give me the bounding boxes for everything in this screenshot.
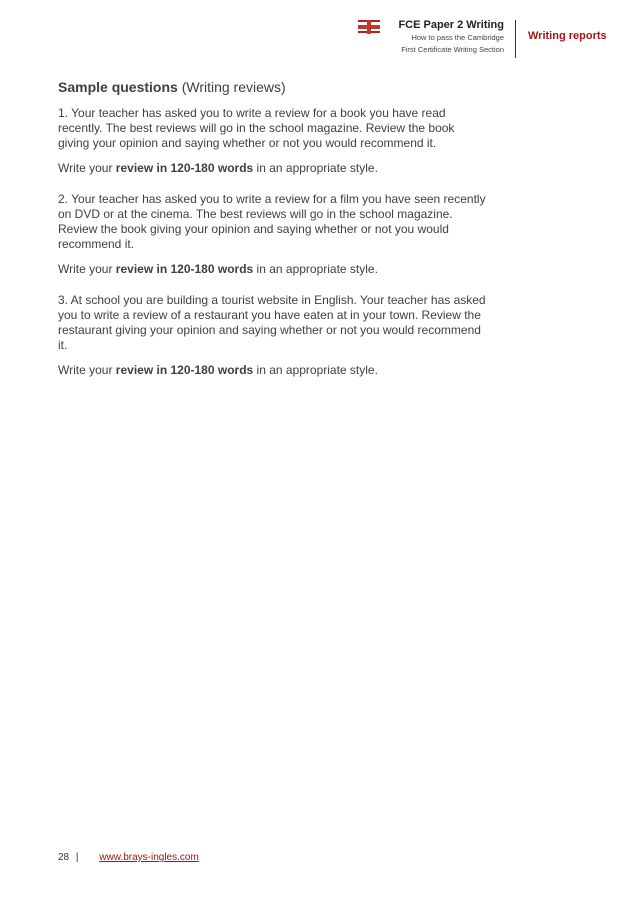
header-subtitle-line2: First Certificate Writing Section	[401, 45, 504, 54]
instruction-post: in an appropriate style.	[253, 262, 378, 276]
website-link[interactable]: www.brays-ingles.com	[99, 852, 199, 863]
question-3	[58, 293, 488, 378]
heading-bold: Sample questions	[58, 79, 178, 95]
question-text: 1. Your teacher has asked you to write a review for a book you have read recently. The best reviews will go in the school magazine. Review the book giving your opinion and saying whether or not you would recommend it.	[58, 106, 455, 150]
header-divider	[515, 20, 516, 58]
instruction-bold: review in 120-180 words	[115, 161, 254, 175]
page-number: 28	[58, 852, 70, 863]
question-1	[58, 106, 488, 176]
instruction-post: in an appropriate style.	[253, 161, 378, 175]
header-text-block	[398, 18, 504, 56]
question-2	[58, 192, 488, 277]
page-header	[0, 18, 638, 60]
header-title: FCE Paper 2 Writing	[398, 19, 504, 31]
instruction-post: in an appropriate style.	[253, 363, 378, 377]
question-text: 2. Your teacher has asked you to write a review for a film you have seen recently on DVD or at the cinema. The best reviews will go in the school magazine. Review the book giving your opinion and saying whether or not you would recommend it.	[58, 192, 486, 251]
header-subtitle-line1: How to pass the Cambridge	[411, 33, 504, 42]
page-heading	[58, 78, 488, 96]
question-instruction	[58, 262, 488, 277]
instruction-pre: Write your	[58, 262, 116, 276]
question-instruction	[58, 363, 488, 378]
question-text: 3. At school you are building a tourist website in English. Your teacher has asked you to write a review of a restaurant you have eaten at in your town. Review the restaurant giving your opinion and saying whether or not you would recommend it.	[58, 293, 486, 352]
instruction-bold: review in 120-180 words	[115, 262, 254, 276]
footer-separator: |	[75, 852, 79, 863]
heading-normal: (Writing reviews)	[177, 79, 286, 95]
instruction-pre: Write your	[58, 161, 116, 175]
main-content	[58, 78, 488, 394]
header-section-title: Writing reports	[528, 30, 607, 42]
instruction-pre: Write your	[58, 363, 116, 377]
question-instruction	[58, 161, 488, 176]
instruction-bold: review in 120-180 words	[115, 363, 254, 377]
page-footer	[58, 852, 199, 863]
logo-icon	[358, 20, 380, 34]
